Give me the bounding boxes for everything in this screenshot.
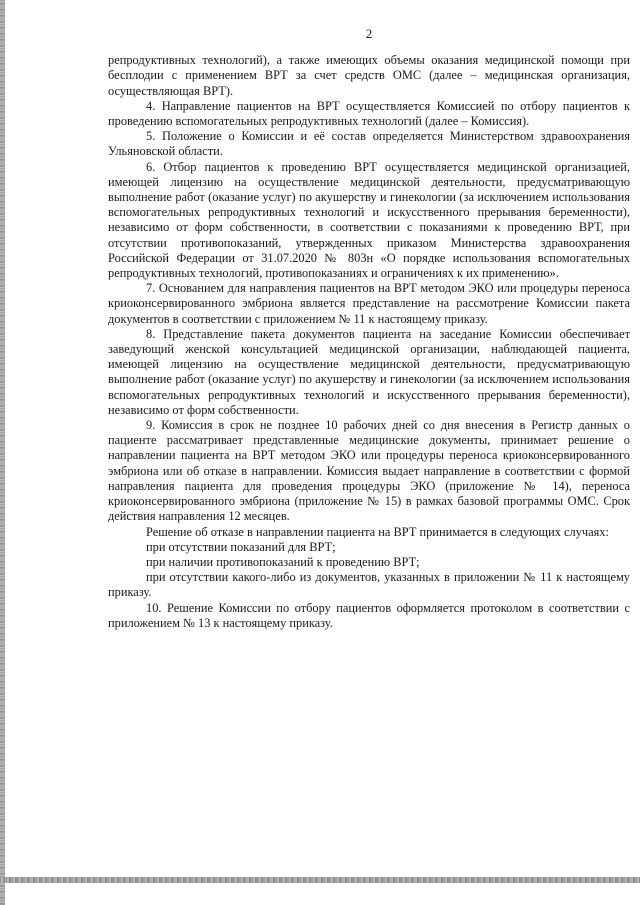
scan-edge-bottom bbox=[0, 877, 640, 883]
page-number: 2 bbox=[365, 26, 373, 41]
list-item: при отсутствии показаний для ВРТ; bbox=[146, 539, 336, 554]
paragraph-7: 7. Основанием для направления пациентов на ВРТ методом ЭКО или процедуры переноса криоконсервированного эмбриона является представление на рассмотрение Комиссии пакета документов в соответствии с приложением № 11 к настоящему приказу. bbox=[108, 281, 630, 326]
paragraph-6: 6. Отбор пациентов к проведению ВРТ осуществляется медицинской организацией, имеющей лицензию на осуществление медицинской деятельности, предусматривающую выполнение работ (оказание услуг) по акушерству и гинекологии (за исключением использования вспомогательных репродуктивных технологий и искусственного прерывания беременности), независимо от форм собственности, в соответствии с показаниями к проведению ВРТ, при отсутствии противопоказаний, утвержденных приказом Министерства здравоохранения Российской Федерации от 31.07.2020 № 803н «О порядке использования вспомогательных репродуктивных технологий, противопоказаниях и ограничениях к их применению». bbox=[108, 159, 630, 281]
paragraph-4: 4. Направление пациентов на ВРТ осуществляется Комиссией по отбору пациентов к проведению вспомогательных репродуктивных технологий (далее – Комиссия). bbox=[108, 98, 630, 129]
list-item: при наличии противопоказаний к проведению ВРТ; bbox=[146, 554, 420, 569]
document-page bbox=[108, 26, 630, 631]
paragraph-9-refusal: Решение об отказе в направлении пациента на ВРТ принимается в следующих случаях: bbox=[146, 524, 609, 539]
paragraph-9: 9. Комиссия в срок не позднее 10 рабочих дней со дня внесения в Регистр данных о пациенте рассматривает представленные медицинские документы, принимает решение о направлении пациента на ВРТ методом ЭКО или процедуры переноса криоконсервированного эмбриона или об отказе в направлении. Комиссия выдает направление в соответствии с формой направления пациента для проведения процедуры ЭКО (приложение № 14), переноса криоконсервированного эмбриона (приложение № 15) в рамках базовой программы ОМС. Срок действия направления 12 месяцев. bbox=[108, 418, 630, 524]
paragraph-8: 8. Представление пакета документов пациента на заседание Комиссии обеспечивает заведующий женской консультацией медицинской организации, наблюдающей пациента, имеющей лицензию на осуществление медицинской деятельности, предусматривающую выполнение работ (оказание услуг) по акушерству и гинекологии (за исключением использования вспомогательных репродуктивных технологий и искусственного прерывания беременности), независимо от форм собственности. bbox=[108, 326, 630, 417]
list-item: при отсутствии какого-либо из документов, указанных в приложении № 11 к настоящему приказу. bbox=[108, 570, 630, 600]
paragraph-10: 10. Решение Комиссии по отбору пациентов оформляется протоколом в соответствии с приложением № 13 к настоящему приказу. bbox=[108, 600, 630, 630]
paragraph-5: 5. Положение о Комиссии и её состав определяется Министерством здравоохранения Ульяновской области. bbox=[108, 129, 630, 159]
paragraph-continuation: репродуктивных технологий), а также имеющих объемы оказания медицинской помощи при бесплодии с применением ВРТ за счет средств ОМС (далее – медицинская организация, осуществляющая ВРТ). bbox=[108, 53, 630, 98]
scan-edge-left bbox=[0, 0, 5, 905]
